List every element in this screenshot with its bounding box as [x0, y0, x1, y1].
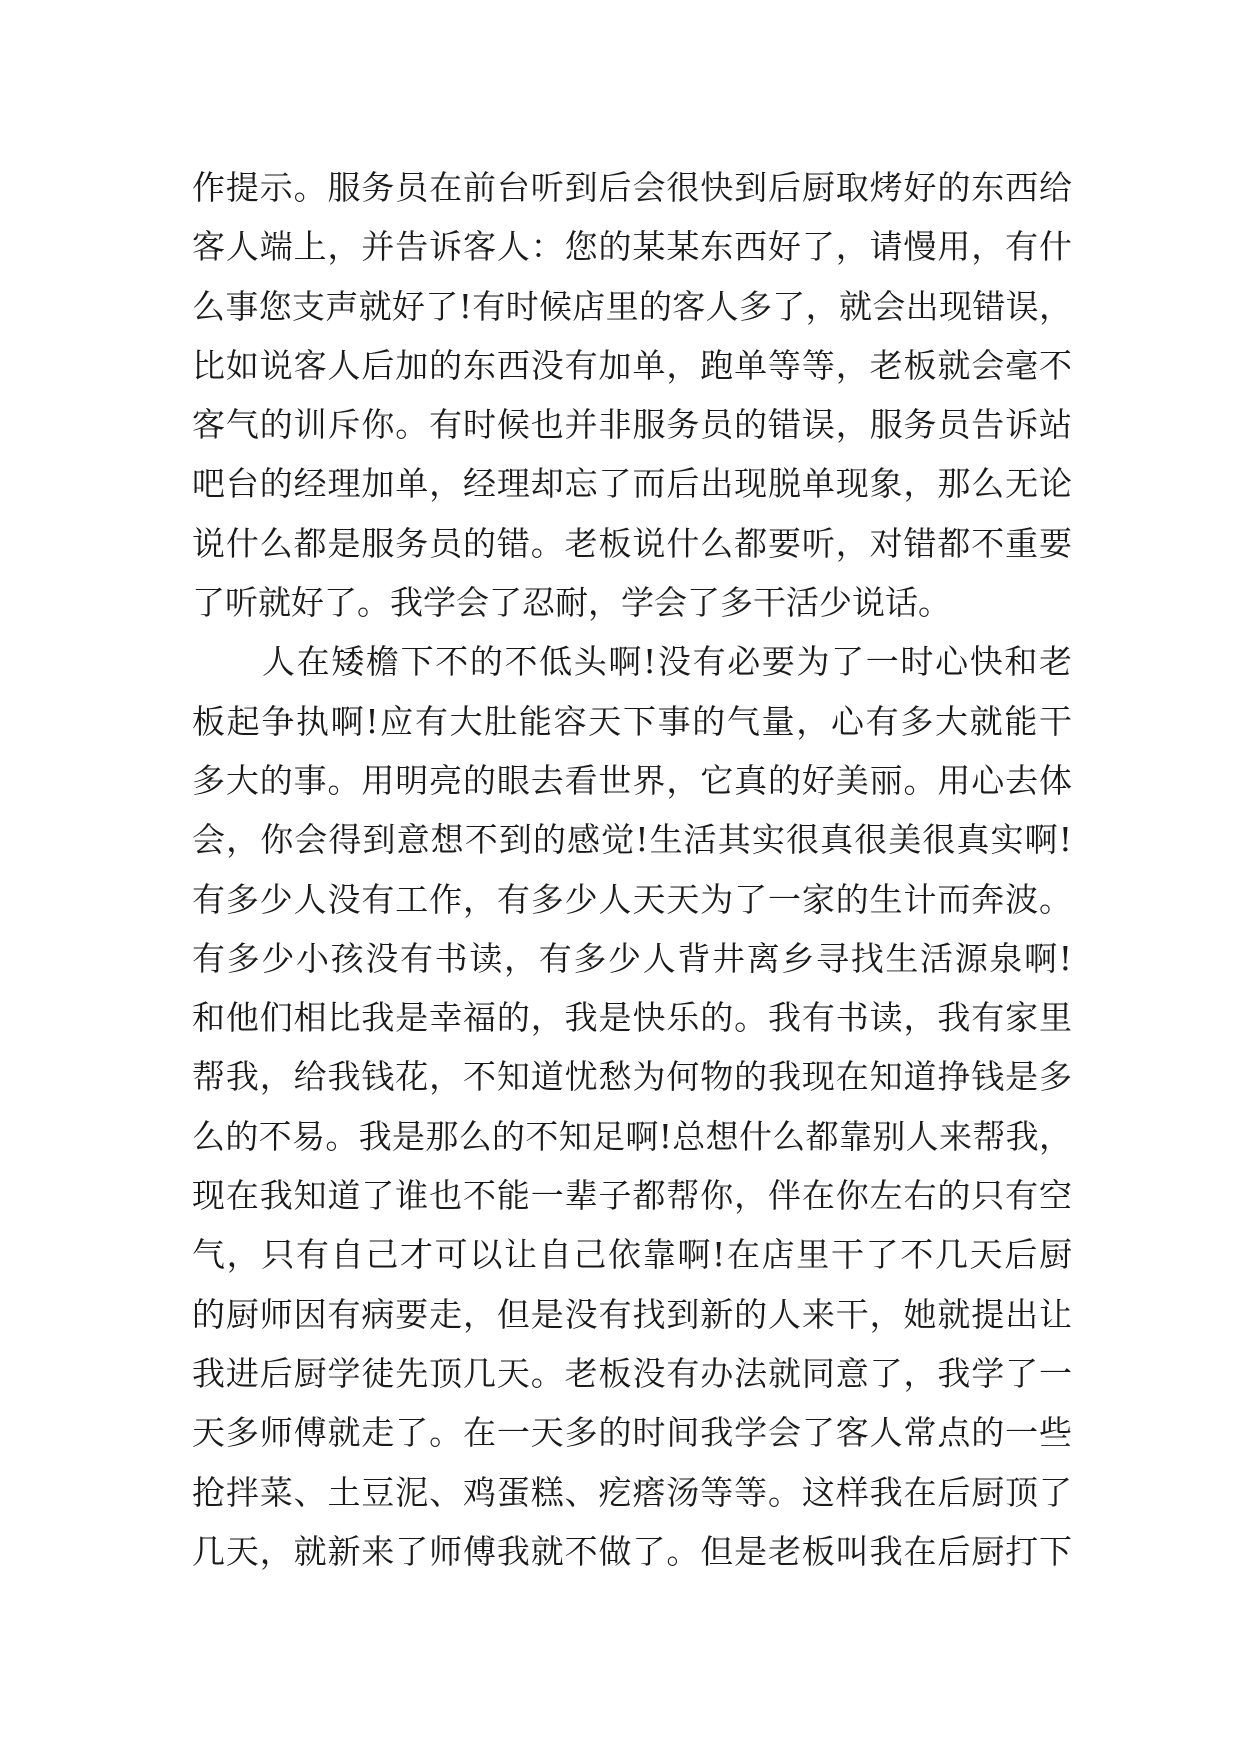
text-line: 我进后厨学徒先顶几天。老板没有办法就同意了，我学了一 — [192, 1353, 1072, 1393]
text-line: 板起争执啊!应有大肚能容天下事的气量，心有多大就能干 — [192, 701, 1072, 741]
text-line: 客人端上，并告诉客人：您的某某东西好了，请慢用，有什 — [192, 227, 1072, 267]
text-line: 和他们相比我是幸福的，我是快乐的。我有书读，我有家里 — [192, 998, 1072, 1038]
text-line: 气，只有自己才可以让自己依靠啊!在店里干了不几天后厨 — [192, 1235, 1072, 1275]
text-line: 么的不易。我是那么的不知足啊!总想什么都靠别人来帮我， — [192, 1116, 1072, 1156]
text-line: 抢拌菜、土豆泥、鸡蛋糕、疙瘩汤等等。这样我在后厨顶了 — [192, 1472, 1072, 1512]
text-line: 帮我，给我钱花，不知道忧愁为何物的我现在知道挣钱是多 — [192, 1057, 1072, 1097]
text-line: 比如说客人后加的东西没有加单，跑单等等，老板就会毫不 — [192, 345, 1072, 385]
text-line: 会，你会得到意想不到的感觉!生活其实很真很美很真实啊! — [192, 820, 1072, 860]
text-line: 多大的事。用明亮的眼去看世界，它真的好美丽。用心去体 — [192, 760, 1072, 800]
text-line: 作提示。服务员在前台听到后会很快到后厨取烤好的东西给 — [192, 168, 1072, 207]
text-line: 有多少小孩没有书读，有多少人背井离乡寻找生活源泉啊! — [192, 938, 1072, 978]
body-text — [192, 158, 1072, 1581]
text-line: 天多师傅就走了。在一天多的时间我学会了客人常点的一些 — [192, 1413, 1072, 1453]
text-line: 么事您支声就好了!有时候店里的客人多了，就会出现错误， — [192, 286, 1072, 326]
text-line: 的厨师因有病要走，但是没有找到新的人来干，她就提出让 — [192, 1294, 1072, 1334]
paragraph-start-line: 人在矮檐下不的不低头啊!没有必要为了一时心快和老 — [262, 642, 1072, 682]
text-line: 了听就好了。我学会了忍耐，学会了多干活少说话。 — [192, 583, 951, 623]
text-line: 有多少人没有工作，有多少人天天为了一家的生计而奔波。 — [192, 879, 1072, 919]
text-line: 几天，就新来了师傅我就不做了。但是老板叫我在后厨打下 — [192, 1531, 1072, 1571]
text-line: 现在我知道了谁也不能一辈子都帮你，伴在你左右的只有空 — [192, 1176, 1072, 1216]
text-line: 吧台的经理加单，经理却忘了而后出现脱单现象，那么无论 — [192, 464, 1072, 504]
text-line: 客气的训斥你。有时候也并非服务员的错误，服务员告诉站 — [192, 405, 1072, 445]
text-line: 说什么都是服务员的错。老板说什么都要听，对错都不重要 — [192, 523, 1072, 563]
